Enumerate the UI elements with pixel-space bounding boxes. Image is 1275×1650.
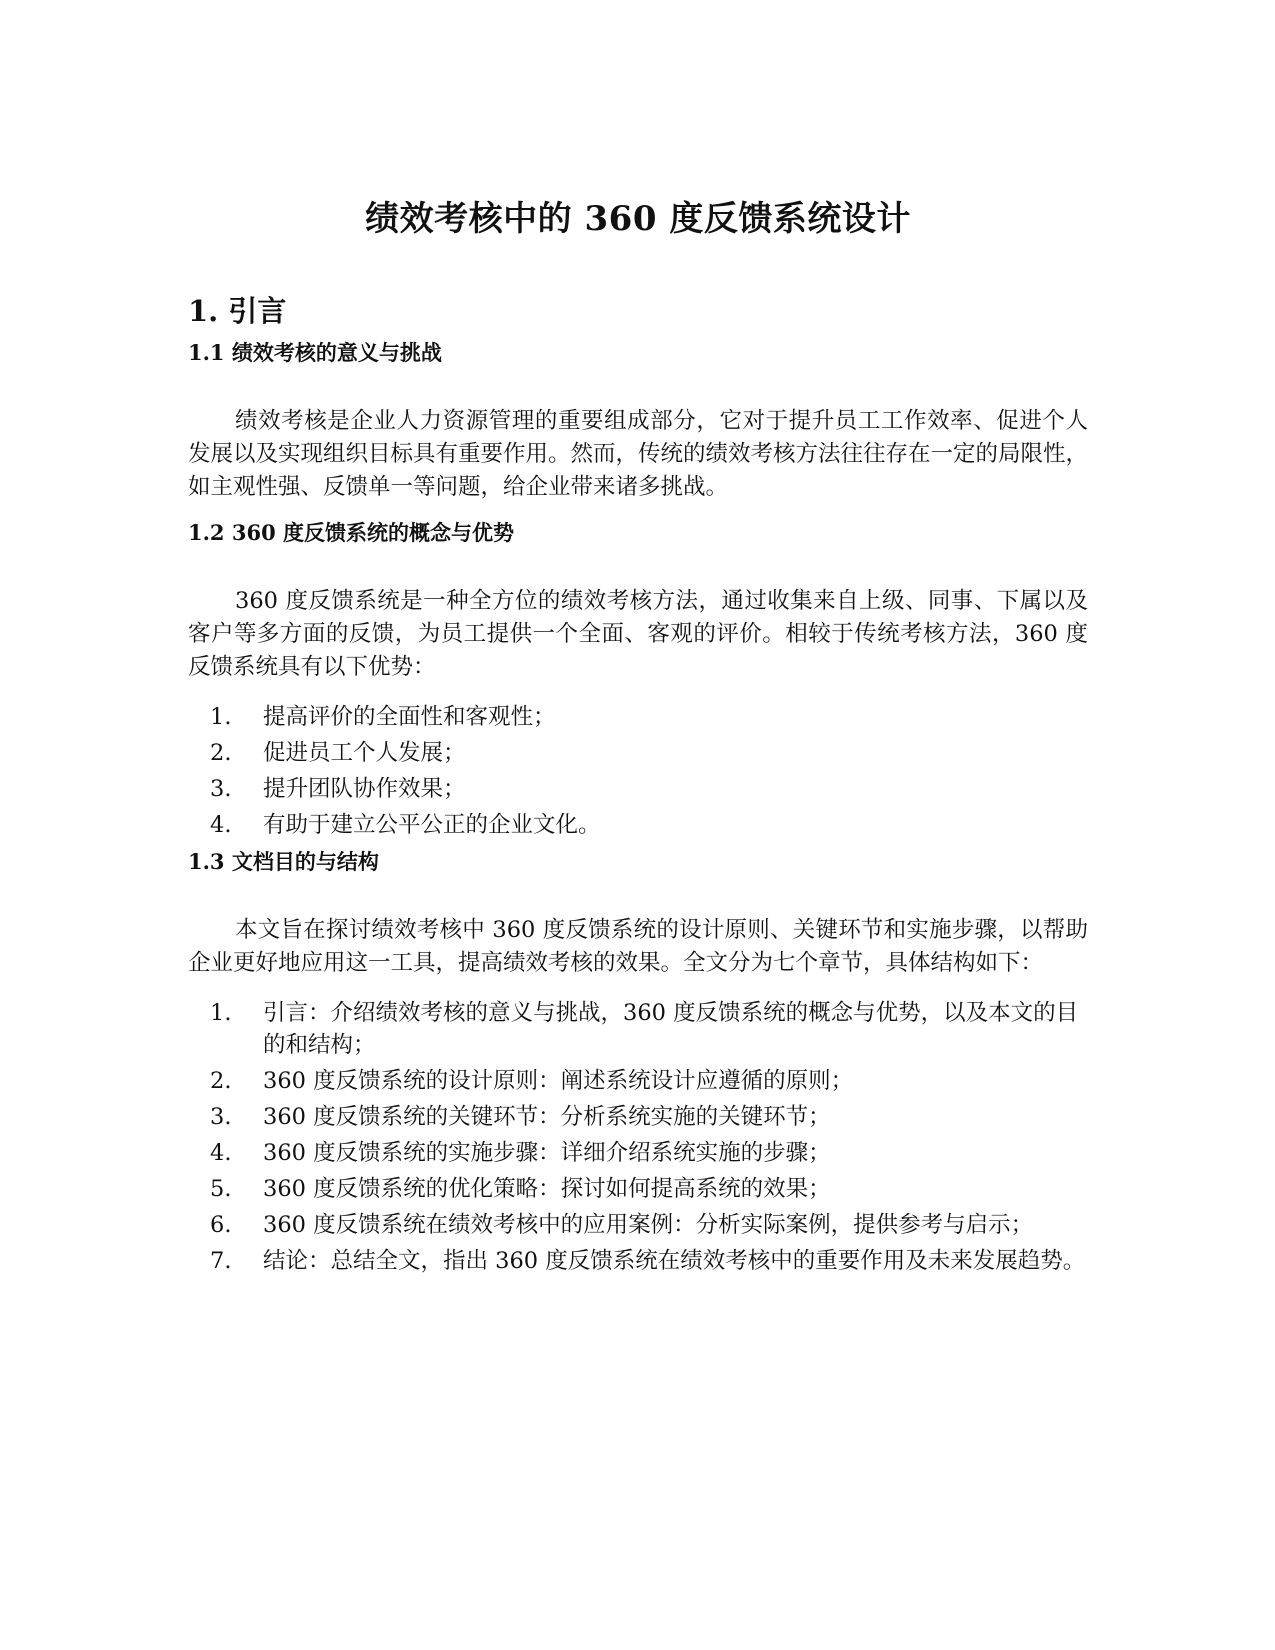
list-item-text: 360 度反馈系统的实施步骤：详细介绍系统实施的步骤； <box>263 1140 831 1166</box>
list-item-number: 7. <box>210 1248 232 1274</box>
document-body <box>188 196 1088 1281</box>
list-item <box>188 1065 1088 1097</box>
list-item-text: 促进员工个人发展； <box>263 740 466 766</box>
list-item <box>188 1137 1088 1169</box>
list-item <box>188 701 1088 733</box>
list-item <box>188 737 1088 769</box>
list-item-text: 引言：介绍绩效考核的意义与挑战，360 度反馈系统的概念与优势，以及本文的目的和结构； <box>263 1000 1079 1058</box>
list-item <box>188 1209 1088 1241</box>
list-item <box>188 1173 1088 1205</box>
list-item-number: 4. <box>210 812 232 838</box>
subsection-heading-1-3: 1.3 文档目的与结构 <box>188 849 379 874</box>
structure-list <box>188 997 1088 1277</box>
list-item-number: 3. <box>210 1104 232 1130</box>
subsection-heading-1-1: 1.1 绩效考核的意义与挑战 <box>188 340 442 365</box>
document-title: 绩效考核中的 360 度反馈系统设计 <box>365 199 911 239</box>
list-item-number: 2. <box>210 1068 232 1094</box>
list-item <box>188 809 1088 841</box>
paragraph-1-2: 360 度反馈系统是一种全方位的绩效考核方法，通过收集来自上级、同事、下属以及客户等多方面的反馈，为员工提供一个全面、客观的评价。相较于传统考核方法，360 度反馈系统具有以下优势： <box>188 588 1088 680</box>
list-item <box>188 1245 1088 1277</box>
list-item-text: 360 度反馈系统的优化策略：探讨如何提高系统的效果； <box>263 1176 831 1202</box>
list-item-text: 360 度反馈系统的设计原则：阐述系统设计应遵循的原则； <box>263 1068 854 1094</box>
list-item-number: 6. <box>210 1212 232 1238</box>
list-item-text: 提高评价的全面性和客观性； <box>263 704 556 730</box>
list-item-number: 2. <box>210 740 232 766</box>
paragraph-1-1: 绩效考核是企业人力资源管理的重要组成部分，它对于提升员工工作效率、促进个人发展以及实现组织目标具有重要作用。然而，传统的绩效考核方法往往存在一定的局限性，如主观性强、反馈单一等问题，给企业带来诸多挑战。 <box>188 408 1089 500</box>
section-heading-introduction: 1. 引言 <box>188 294 287 328</box>
list-item <box>188 997 1088 1061</box>
list-item-number: 1. <box>210 1000 232 1026</box>
list-item-text: 结论：总结全文，指出 360 度反馈系统在绩效考核中的重要作用及未来发展趋势。 <box>263 1248 1086 1274</box>
advantages-list <box>188 701 1088 841</box>
list-item-number: 4. <box>210 1140 232 1166</box>
list-item-text: 有助于建立公平公正的企业文化。 <box>263 812 601 838</box>
list-item-number: 1. <box>210 704 232 730</box>
list-item-text: 提升团队协作效果； <box>263 776 466 802</box>
list-item-text: 360 度反馈系统的关键环节：分析系统实施的关键环节； <box>263 1104 831 1130</box>
list-item-number: 3. <box>210 776 232 802</box>
paragraph-1-3: 本文旨在探讨绩效考核中 360 度反馈系统的设计原则、关键环节和实施步骤，以帮助企业更好地应用这一工具，提高绩效考核的效果。全文分为七个章节，具体结构如下： <box>188 917 1088 976</box>
list-item-number: 5. <box>210 1176 232 1202</box>
list-item <box>188 1101 1088 1133</box>
list-item-text: 360 度反馈系统在绩效考核中的应用案例：分析实际案例，提供参考与启示； <box>263 1212 1034 1238</box>
subsection-heading-1-2: 1.2 360 度反馈系统的概念与优势 <box>188 520 514 545</box>
list-item <box>188 773 1088 805</box>
